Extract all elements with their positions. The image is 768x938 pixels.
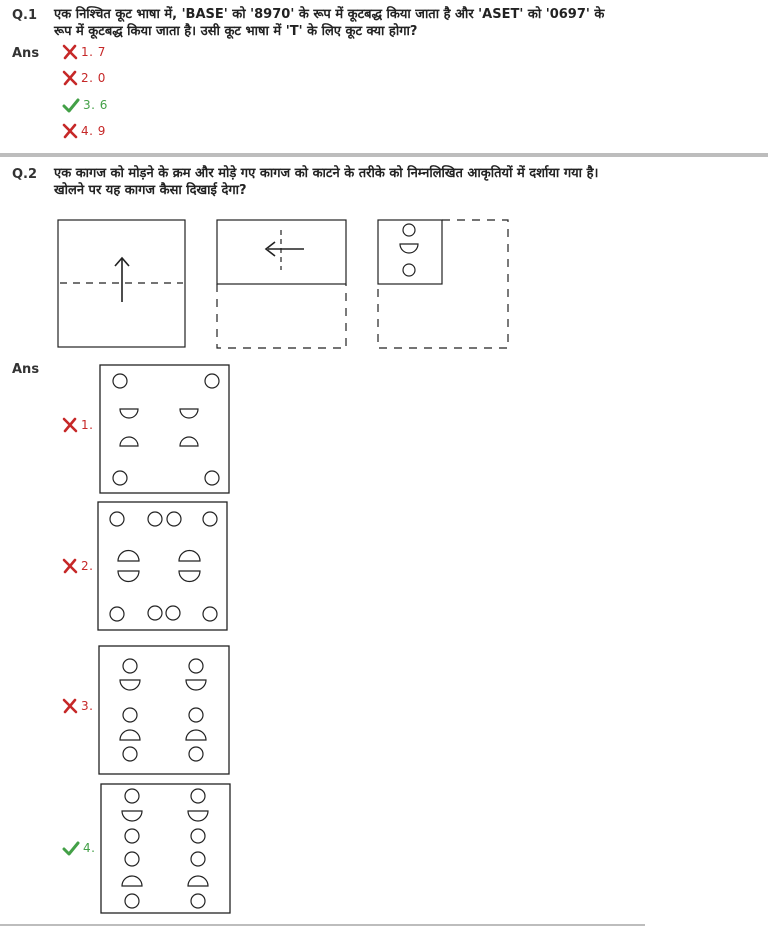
q2-option-3[interactable] <box>62 698 93 714</box>
cross-mark-icon <box>62 44 78 60</box>
fold-step-1 <box>58 220 185 347</box>
q2-option-4[interactable] <box>62 840 95 856</box>
cross-mark-icon <box>62 123 78 139</box>
q2-question-text: एक कागज को मोड़ने के क्रम और मोड़े गए कागज को काटने के तरीके को निम्नलिखित आकृतियों में दर्शाया गया है। खोलने पर यह कागज कैसा दिखाई देगा? <box>54 166 599 198</box>
folding-sequence-figure <box>56 216 516 354</box>
q2-option-4-figure[interactable] <box>100 783 232 915</box>
cross-mark-icon <box>62 417 78 433</box>
q1-number: Q.1 <box>12 8 38 23</box>
q1-question-text: एक निश्चित कूट भाषा में, 'BASE' को '8970' के रूप में कूटबद्ध किया जाता है और 'ASET' को '0697' के रूप में कूटबद्ध किया जाता है। उसी कूट भाषा में 'T' के लिए कूट क्या होगा? <box>54 7 605 39</box>
q1-option-1[interactable] <box>62 44 106 60</box>
cross-mark-icon <box>62 698 78 714</box>
q2-option-1-figure[interactable] <box>99 364 231 495</box>
q1-option-3[interactable] <box>62 97 108 113</box>
check-mark-icon <box>62 840 80 856</box>
q1-ans-label: Ans <box>12 46 40 61</box>
q2-option-1[interactable] <box>62 417 93 433</box>
check-mark-icon <box>62 97 80 113</box>
q2-option-3-figure[interactable] <box>98 645 231 776</box>
question-separator <box>0 153 768 157</box>
cross-mark-icon <box>62 558 78 574</box>
q1-option-4[interactable] <box>62 123 106 139</box>
cross-mark-icon <box>62 70 78 86</box>
q2-option-4-label: 4. <box>83 841 96 855</box>
bottom-separator <box>0 924 645 926</box>
fold-step-3-cut <box>378 220 508 348</box>
q2-option-2-figure[interactable] <box>97 501 229 632</box>
fold-step-2 <box>217 220 346 348</box>
q2-option-2[interactable] <box>62 558 93 574</box>
q1-option-4-label: 4. 9 <box>81 124 106 138</box>
q2-ans-label: Ans <box>12 362 40 377</box>
q2-option-2-label: 2. <box>81 559 94 573</box>
q1-option-2[interactable] <box>62 70 106 86</box>
q2-number: Q.2 <box>12 167 38 182</box>
q2-option-1-label: 1. <box>81 418 94 432</box>
q1-option-2-label: 2. 0 <box>81 71 106 85</box>
q2-option-3-label: 3. <box>81 699 94 713</box>
q1-option-1-label: 1. 7 <box>81 45 106 59</box>
q1-option-3-label: 3. 6 <box>83 98 108 112</box>
